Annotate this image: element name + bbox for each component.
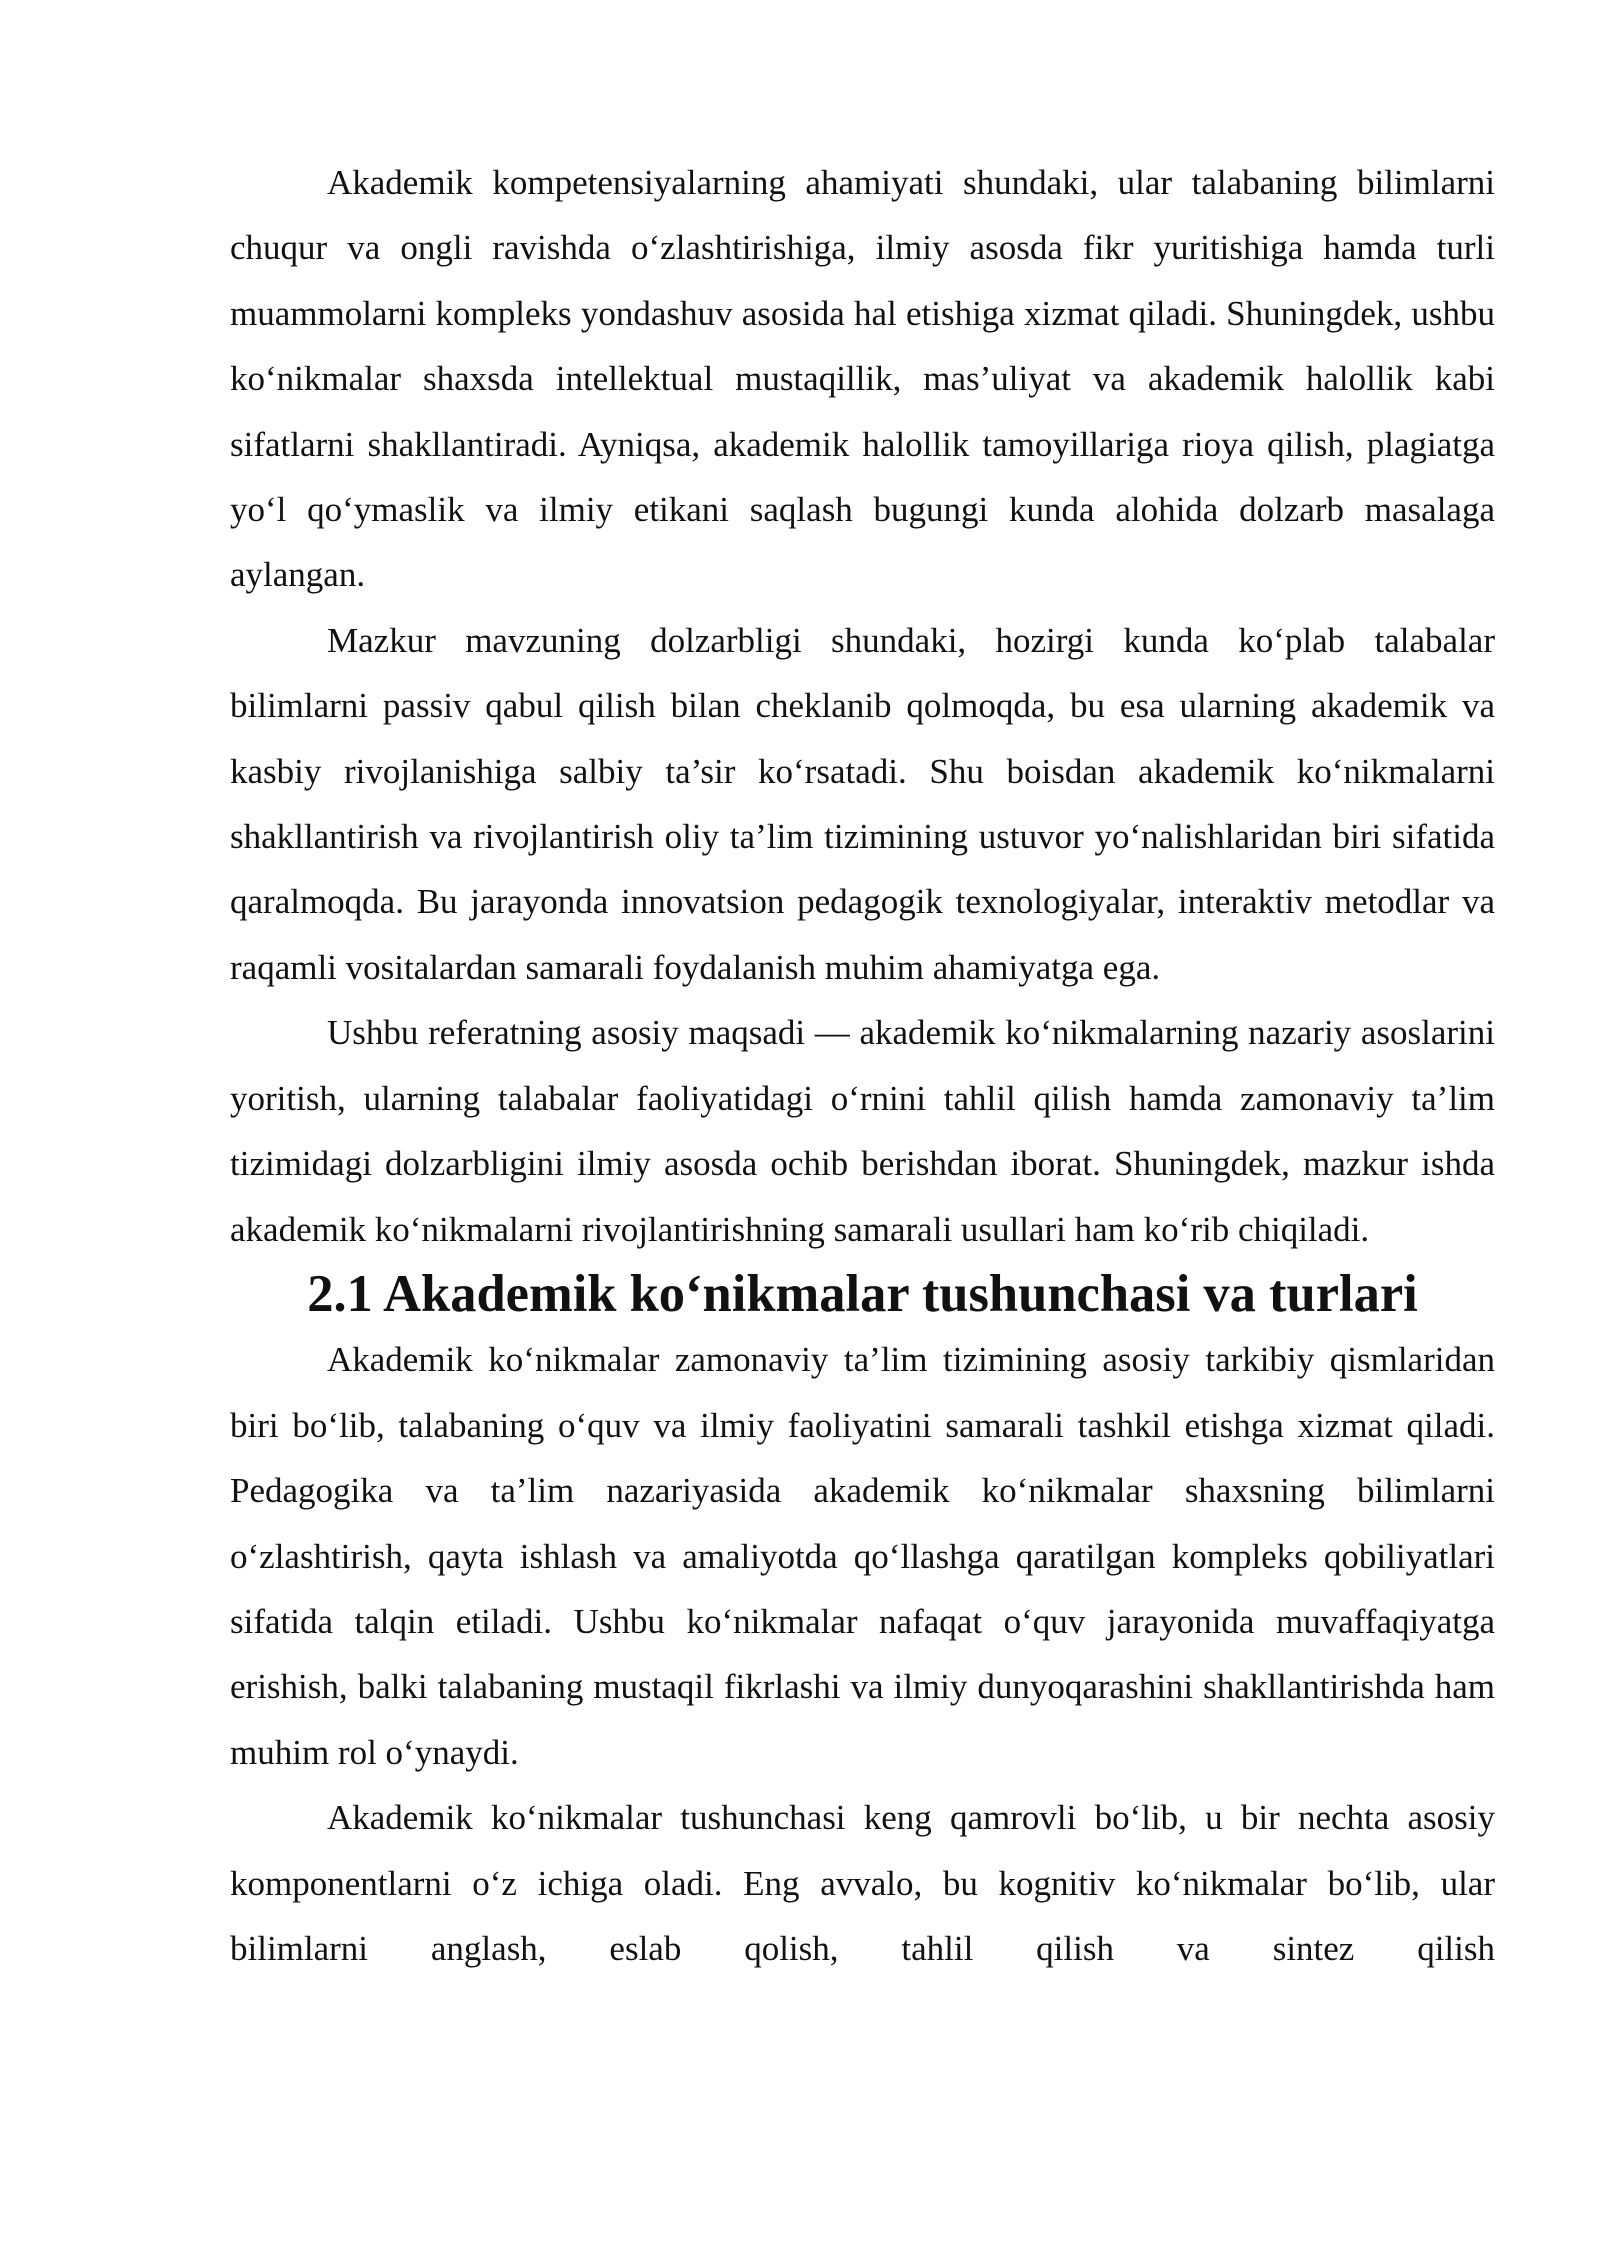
paragraph-academic-skills-definition: Akademik ko‘nikmalar zamonaviy ta’lim tizimining asosiy tarkibiy qismlaridan biri bo‘lib, talabaning o‘quv va ilmiy faoliyatini samarali tashkil etishga xizmat qiladi. Pedagogika va ta’lim nazariyasida akademik ko‘nikmalar shaxsning bilimlarni o‘zlashtirish, qayta ishlash va amaliyotda qo‘llashga qaratilgan kompleks qobiliyatlari sifatida talqin etiladi. Ushbu ko‘nikmalar nafaqat o‘quv jarayonida muvaffaqiyatga erishish, balki talabaning mustaqil fikrlashi va ilmiy dunyoqarashini shakllantirishda ham muhim rol o‘ynaydi. bbox=[230, 1340, 1495, 1772]
paragraph-academic-skills-components: Akademik ko‘nikmalar tushunchasi keng qamrovli bo‘lib, u bir nechta asosiy komponentlarni o‘z ichiga oladi. Eng avvalo, bu kognitiv ko‘nikmalar bo‘lib, ular bilimlarni anglash, eslab qolish, tahlil qilish va sintez qilish bbox=[230, 1798, 1495, 1968]
paragraph-abstract-goal: Ushbu referatning asosiy maqsadi — akademik ko‘nikmalarning nazariy asoslarini yoritish, ularning talabalar faoliyatidagi o‘rnini tahlil qilish hamda zamonaviy ta’lim tizimidagi dolzarbligini ilmiy asosda ochib berishdan iborat. Shuningdek, mazkur ishda akademik ko‘nikmalarni rivojlantirishning samarali usullari ham ko‘rib chiqiladi. bbox=[230, 1013, 1495, 1249]
paragraph-topic-relevance: Mazkur mavzuning dolzarbligi shundaki, hozirgi kunda ko‘plab talabalar bilimlarni passiv qabul qilish bilan cheklanib qolmoqda, bu esa ularning akademik va kasbiy rivojlanishiga salbiy ta’sir ko‘rsatadi. Shu boisdan akademik ko‘nikmalarni shakllantirish va rivojlantirish oliy ta’lim tizimining ustuvor yo‘nalishlaridan biri sifatida qaralmoqda. Bu jarayonda innovatsion pedagogik texnologiyalar, interaktiv metodlar va raqamli vositalardan samarali foydalanish muhim ahamiyatga ega. bbox=[230, 620, 1495, 987]
section-heading: 2.1 Akademik ko‘nikmalar tushunchasi va turlari bbox=[307, 1264, 1418, 1323]
document-body bbox=[230, 150, 1495, 1981]
paragraph-academic-competencies-importance: Akademik kompetensiyalarning ahamiyati shundaki, ular talabaning bilimlarni chuqur va ongli ravishda o‘zlashtirishiga, ilmiy asosda fikr yuritishiga hamda turli muammolarni kompleks yondashuv asosida hal etishiga xizmat qiladi. Shuningdek, ushbu ko‘nikmalar shaxsda intellektual mustaqillik, mas’uliyat va akademik halollik kabi sifatlarni shakllantiradi. Ayniqsa, akademik halollik tamoyillariga rioya qilish, plagiatga yo‘l qo‘ymaslik va ilmiy etikani saqlash bugungi kunda alohida dolzarb masalaga aylangan. bbox=[230, 163, 1495, 595]
